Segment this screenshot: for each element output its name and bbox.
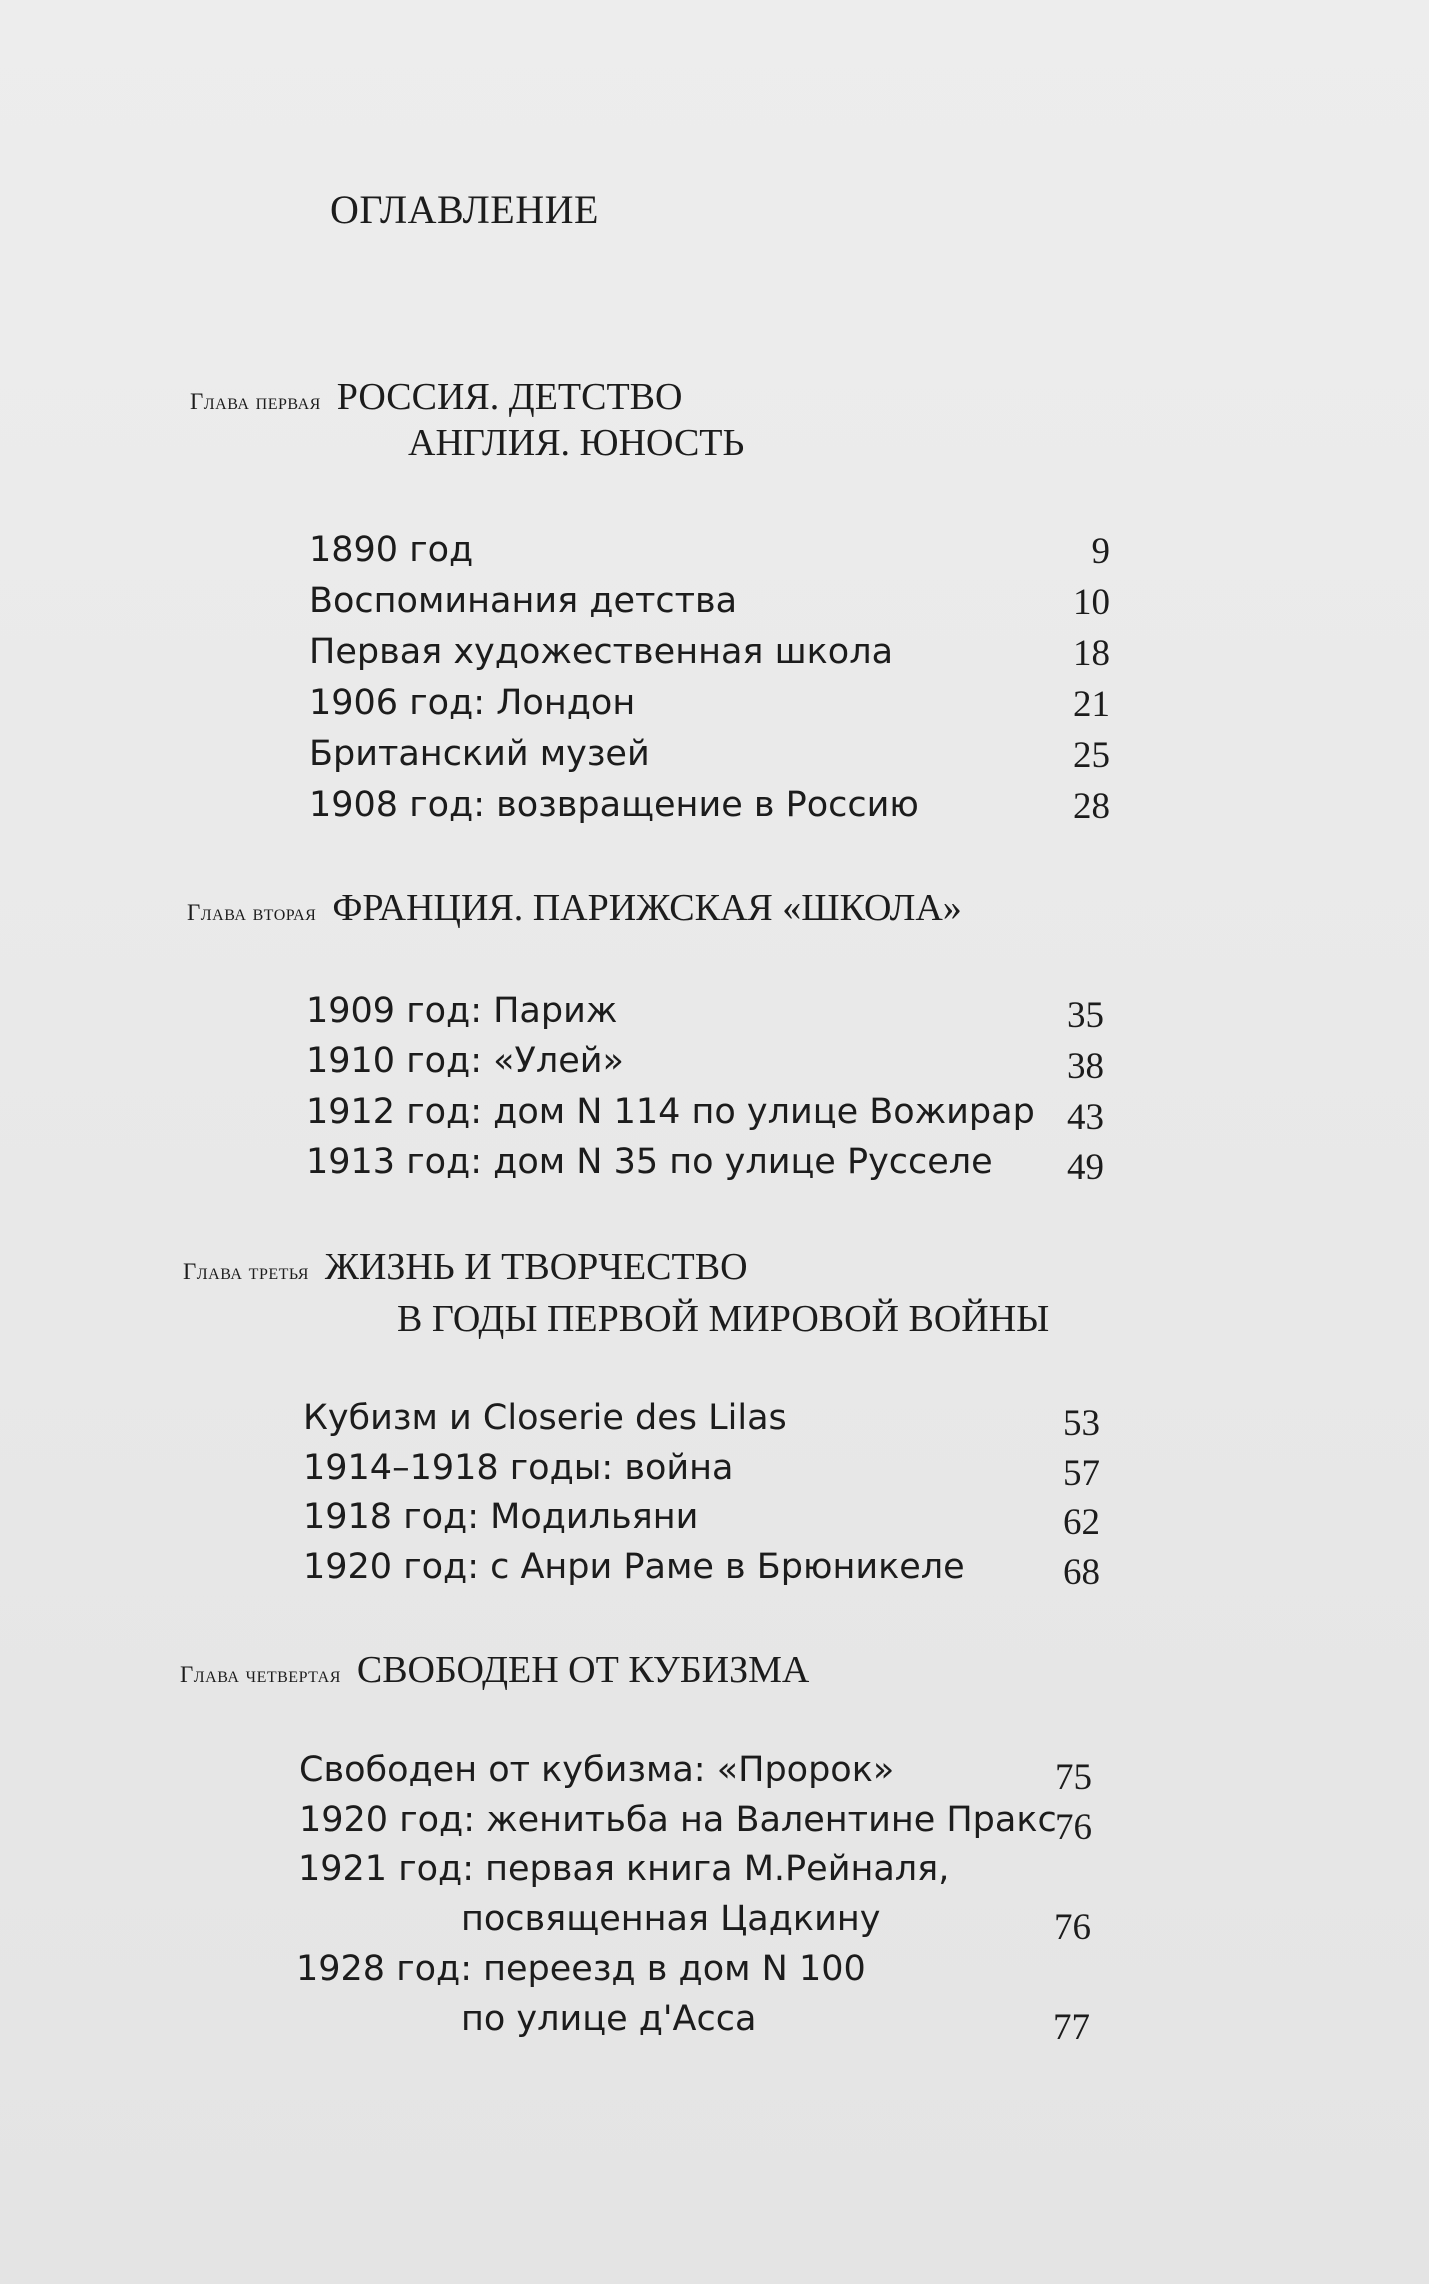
chapter-title: РОССИЯ. ДЕТСТВО: [336, 376, 683, 418]
toc-entry[interactable]: 1913 год: дом N 35 по улице Русселе: [306, 1142, 993, 1182]
toc-entry[interactable]: 1908 год: возвращение в Россию: [309, 785, 919, 825]
page-number: 18: [1073, 633, 1110, 674]
chapter-title: ЖИЗНЬ И ТВОРЧЕСТВО: [324, 1246, 748, 1288]
page-number: 75: [1055, 1757, 1092, 1798]
chapter-label: Глава третья: [183, 1259, 309, 1284]
chapter-heading-2: [187, 886, 962, 930]
toc-entry[interactable]: Свободен от кубизма: «Пророк»: [299, 1750, 895, 1790]
toc-entry[interactable]: 1918 год: Модильяни: [303, 1497, 699, 1537]
page-number: 49: [1067, 1147, 1104, 1188]
chapter-title: ФРАНЦИЯ. ПАРИЖСКАЯ «ШКОЛА»: [332, 887, 962, 929]
toc-entry-continuation[interactable]: по улице д'Асса: [461, 1999, 757, 2039]
page-number: 76: [1054, 1907, 1091, 1948]
chapter-heading-3: [183, 1245, 1049, 1341]
toc-entry[interactable]: 1906 год: Лондон: [309, 683, 636, 723]
chapter-label: Глава первая: [190, 389, 321, 414]
toc-entry[interactable]: 1909 год: Париж: [306, 991, 618, 1031]
toc-entry[interactable]: Британский музей: [309, 734, 650, 774]
chapter-heading-1: [190, 375, 744, 465]
page-number: 25: [1073, 735, 1110, 776]
toc-entry[interactable]: 1912 год: дом N 114 по улице Вожирар: [306, 1092, 1035, 1132]
toc-entry[interactable]: 1920 год: женитьба на Валентине Пракс: [299, 1800, 1057, 1840]
chapter-title-line2: АНГЛИЯ. ЮНОСТЬ: [408, 422, 745, 464]
page-number: 53: [1063, 1403, 1100, 1444]
page-number: 21: [1073, 684, 1110, 725]
toc-entry[interactable]: 1928 год: переезд в дом N 100: [296, 1949, 866, 1989]
page-number: 62: [1063, 1502, 1100, 1543]
toc-entry[interactable]: Первая художественная школа: [309, 632, 894, 672]
toc-entry[interactable]: 1921 год: первая книга М.Рейналя,: [298, 1849, 950, 1889]
page-number: 10: [1073, 582, 1110, 623]
toc-entry[interactable]: 1914–1918 годы: война: [303, 1448, 734, 1488]
chapter-label: Глава четвертая: [180, 1662, 341, 1687]
page-number: 35: [1067, 995, 1104, 1036]
chapter-heading-4: [180, 1648, 809, 1692]
page-number: 77: [1053, 2007, 1090, 2048]
toc-entry[interactable]: 1910 год: «Улей»: [306, 1041, 624, 1081]
chapter-label: Глава вторая: [187, 900, 317, 925]
page-number: 57: [1063, 1453, 1100, 1494]
chapter-title: СВОБОДЕН ОТ КУБИЗМА: [356, 1649, 810, 1691]
chapter-title-line2: В ГОДЫ ПЕРВОЙ МИРОВОЙ ВОЙНЫ: [397, 1298, 1050, 1340]
toc-entry[interactable]: 1920 год: с Анри Раме в Брюникеле: [303, 1547, 965, 1587]
page-number: 28: [1073, 786, 1110, 827]
toc-entry[interactable]: Воспоминания детства: [309, 581, 738, 621]
toc-entry[interactable]: 1890 год: [309, 530, 474, 570]
page-number: 43: [1067, 1097, 1104, 1138]
toc-entry[interactable]: Кубизм и Closerie des Lilas: [303, 1398, 787, 1438]
page-number: 38: [1067, 1046, 1104, 1087]
page-title: ОГЛАВЛЕНИЕ: [330, 187, 599, 232]
toc-entry-continuation[interactable]: посвященная Цадкину: [461, 1899, 881, 1939]
page-number: 9: [1091, 531, 1110, 572]
page-number: 68: [1063, 1552, 1100, 1593]
page-number: 76: [1055, 1807, 1092, 1848]
